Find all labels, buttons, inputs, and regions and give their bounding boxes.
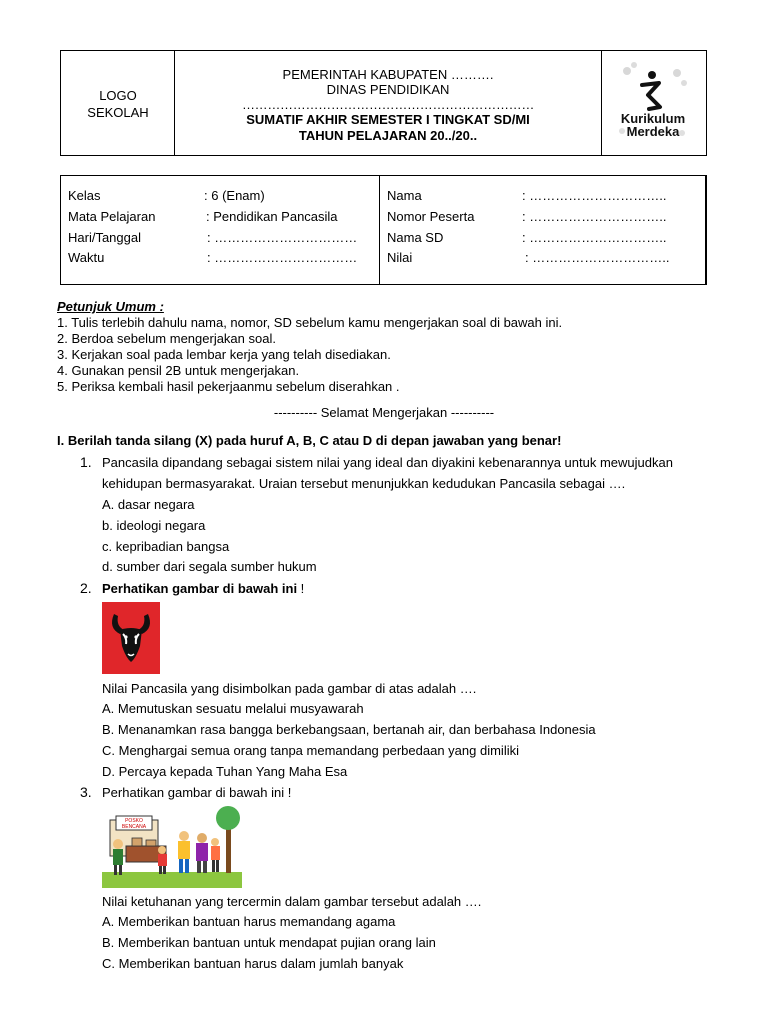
- logo-placeholder-line2: SEKOLAH: [87, 105, 149, 120]
- question-prompt: [102, 581, 304, 597]
- question-number: 1.: [80, 454, 92, 470]
- brand-word-1: Kurikulum: [620, 111, 686, 126]
- instruction-item: 4. Gunakan pensil 2B untuk mengerjakan.: [57, 363, 300, 378]
- answer-option[interactable]: D. Percaya kepada Tuhan Yang Maha Esa: [102, 764, 348, 779]
- answer-option[interactable]: d. sumber dari segala sumber hukum: [102, 559, 317, 574]
- answer-option[interactable]: A. dasar negara: [102, 497, 195, 512]
- label-kelas: Kelas: [68, 188, 101, 203]
- header-box: [60, 50, 707, 156]
- label-nomor-peserta: Nomor Peserta: [387, 209, 475, 224]
- value-nama-sd[interactable]: : …………………………..: [522, 230, 667, 245]
- answer-option[interactable]: C. Menghargai semua orang tanpa memandang perbedaan yang dimiliki: [102, 743, 519, 758]
- answer-option[interactable]: B. Memberikan bantuan untuk mendapat pujian orang lain: [102, 935, 436, 950]
- question-text: kehidupan bermasyarakat. Uraian tersebut menunjukkan kedudukan Pancasila sebagai ….: [102, 476, 626, 491]
- answer-option[interactable]: C. Memberikan bantuan harus dalam jumlah banyak: [102, 956, 404, 971]
- value-kelas: : 6 (Enam): [204, 188, 265, 203]
- question-prompt-tail: !: [297, 581, 305, 596]
- header-government: PEMERINTAH KABUPATEN ……….: [282, 67, 494, 82]
- instruction-item: 3. Kerjakan soal pada lembar kerja yang telah disediakan.: [57, 347, 391, 362]
- label-nilai: Nilai: [387, 250, 413, 265]
- question-number: 3.: [80, 784, 92, 800]
- identity-box: [60, 175, 707, 285]
- answer-option[interactable]: b. ideologi negara: [102, 518, 206, 533]
- label-hari-tanggal: Hari/Tanggal: [68, 230, 141, 245]
- value-waktu[interactable]: : ……………………………: [207, 250, 358, 265]
- logo-placeholder-line1: LOGO: [99, 88, 137, 103]
- kurikulum-merdeka-logo: [602, 51, 705, 155]
- question-text: Nilai ketuhanan yang tercermin dalam gambar tersebut adalah ….: [102, 894, 482, 909]
- brand-logo-cell: [601, 51, 706, 155]
- instruction-item: 5. Periksa kembali hasil pekerjaanmu sebelum diserahkan .: [57, 379, 400, 394]
- disaster-relief-post-image: [102, 806, 242, 888]
- question-prompt-bold: Perhatikan gambar di bawah ini: [102, 581, 298, 596]
- sign-text-2: BENCANA: [121, 824, 147, 830]
- value-nomor-peserta[interactable]: : …………………………..: [522, 209, 667, 224]
- header-dots: ……………………………………………………………: [241, 97, 535, 112]
- banteng-bull-head-image: [102, 602, 160, 674]
- label-waktu: Waktu: [68, 250, 105, 265]
- question-prompt: Perhatikan gambar di bawah ini !: [102, 785, 292, 800]
- label-mata-pelajaran: Mata Pelajaran: [68, 209, 156, 224]
- greeting-line: ---------- Selamat Mengerjakan ----------: [273, 405, 495, 420]
- question-number: 2.: [80, 580, 92, 596]
- answer-option[interactable]: B. Menanamkan rasa bangga berkebangsaan, bertanah air, dan berbahasa Indonesia: [102, 722, 596, 737]
- question-text: Pancasila dipandang sebagai sistem nilai yang ideal dan diyakini kebenarannya untuk mewujudkan: [102, 455, 673, 470]
- answer-option[interactable]: A. Memutuskan sesuatu melalui musyawarah: [102, 701, 364, 716]
- value-hari-tanggal[interactable]: : ……………………………: [207, 230, 358, 245]
- header-office: DINAS PENDIDIKAN: [326, 82, 450, 97]
- value-nilai[interactable]: : …………………………..: [525, 250, 670, 265]
- sign-text-1: POSKO: [125, 818, 143, 824]
- value-mata-pelajaran: : Pendidikan Pancasila: [206, 209, 338, 224]
- instructions-title: Petunjuk Umum :: [57, 299, 164, 314]
- answer-option[interactable]: c. kepribadian bangsa: [102, 539, 230, 554]
- answer-option[interactable]: A. Memberikan bantuan harus memandang agama: [102, 914, 396, 929]
- instruction-item: 1. Tulis terlebih dahulu nama, nomor, SD sebelum kamu mengerjakan soal di bawah ini.: [57, 315, 563, 330]
- label-nama: Nama: [387, 188, 422, 203]
- instruction-item: 2. Berdoa sebelum mengerjakan soal.: [57, 331, 276, 346]
- header-exam-title: SUMATIF AKHIR SEMESTER I TINGKAT SD/MI: [246, 112, 530, 127]
- label-nama-sd: Nama SD: [387, 230, 444, 245]
- value-nama[interactable]: : …………………………..: [522, 188, 667, 203]
- brand-word-2: Merdeka: [626, 124, 680, 139]
- header-school-year: TAHUN PELAJARAN 20../20..: [298, 128, 478, 143]
- section-title: I. Berilah tanda silang (X) pada huruf A, B, C atau D di depan jawaban yang benar!: [57, 433, 562, 448]
- question-text: Nilai Pancasila yang disimbolkan pada gambar di atas adalah ….: [102, 681, 477, 696]
